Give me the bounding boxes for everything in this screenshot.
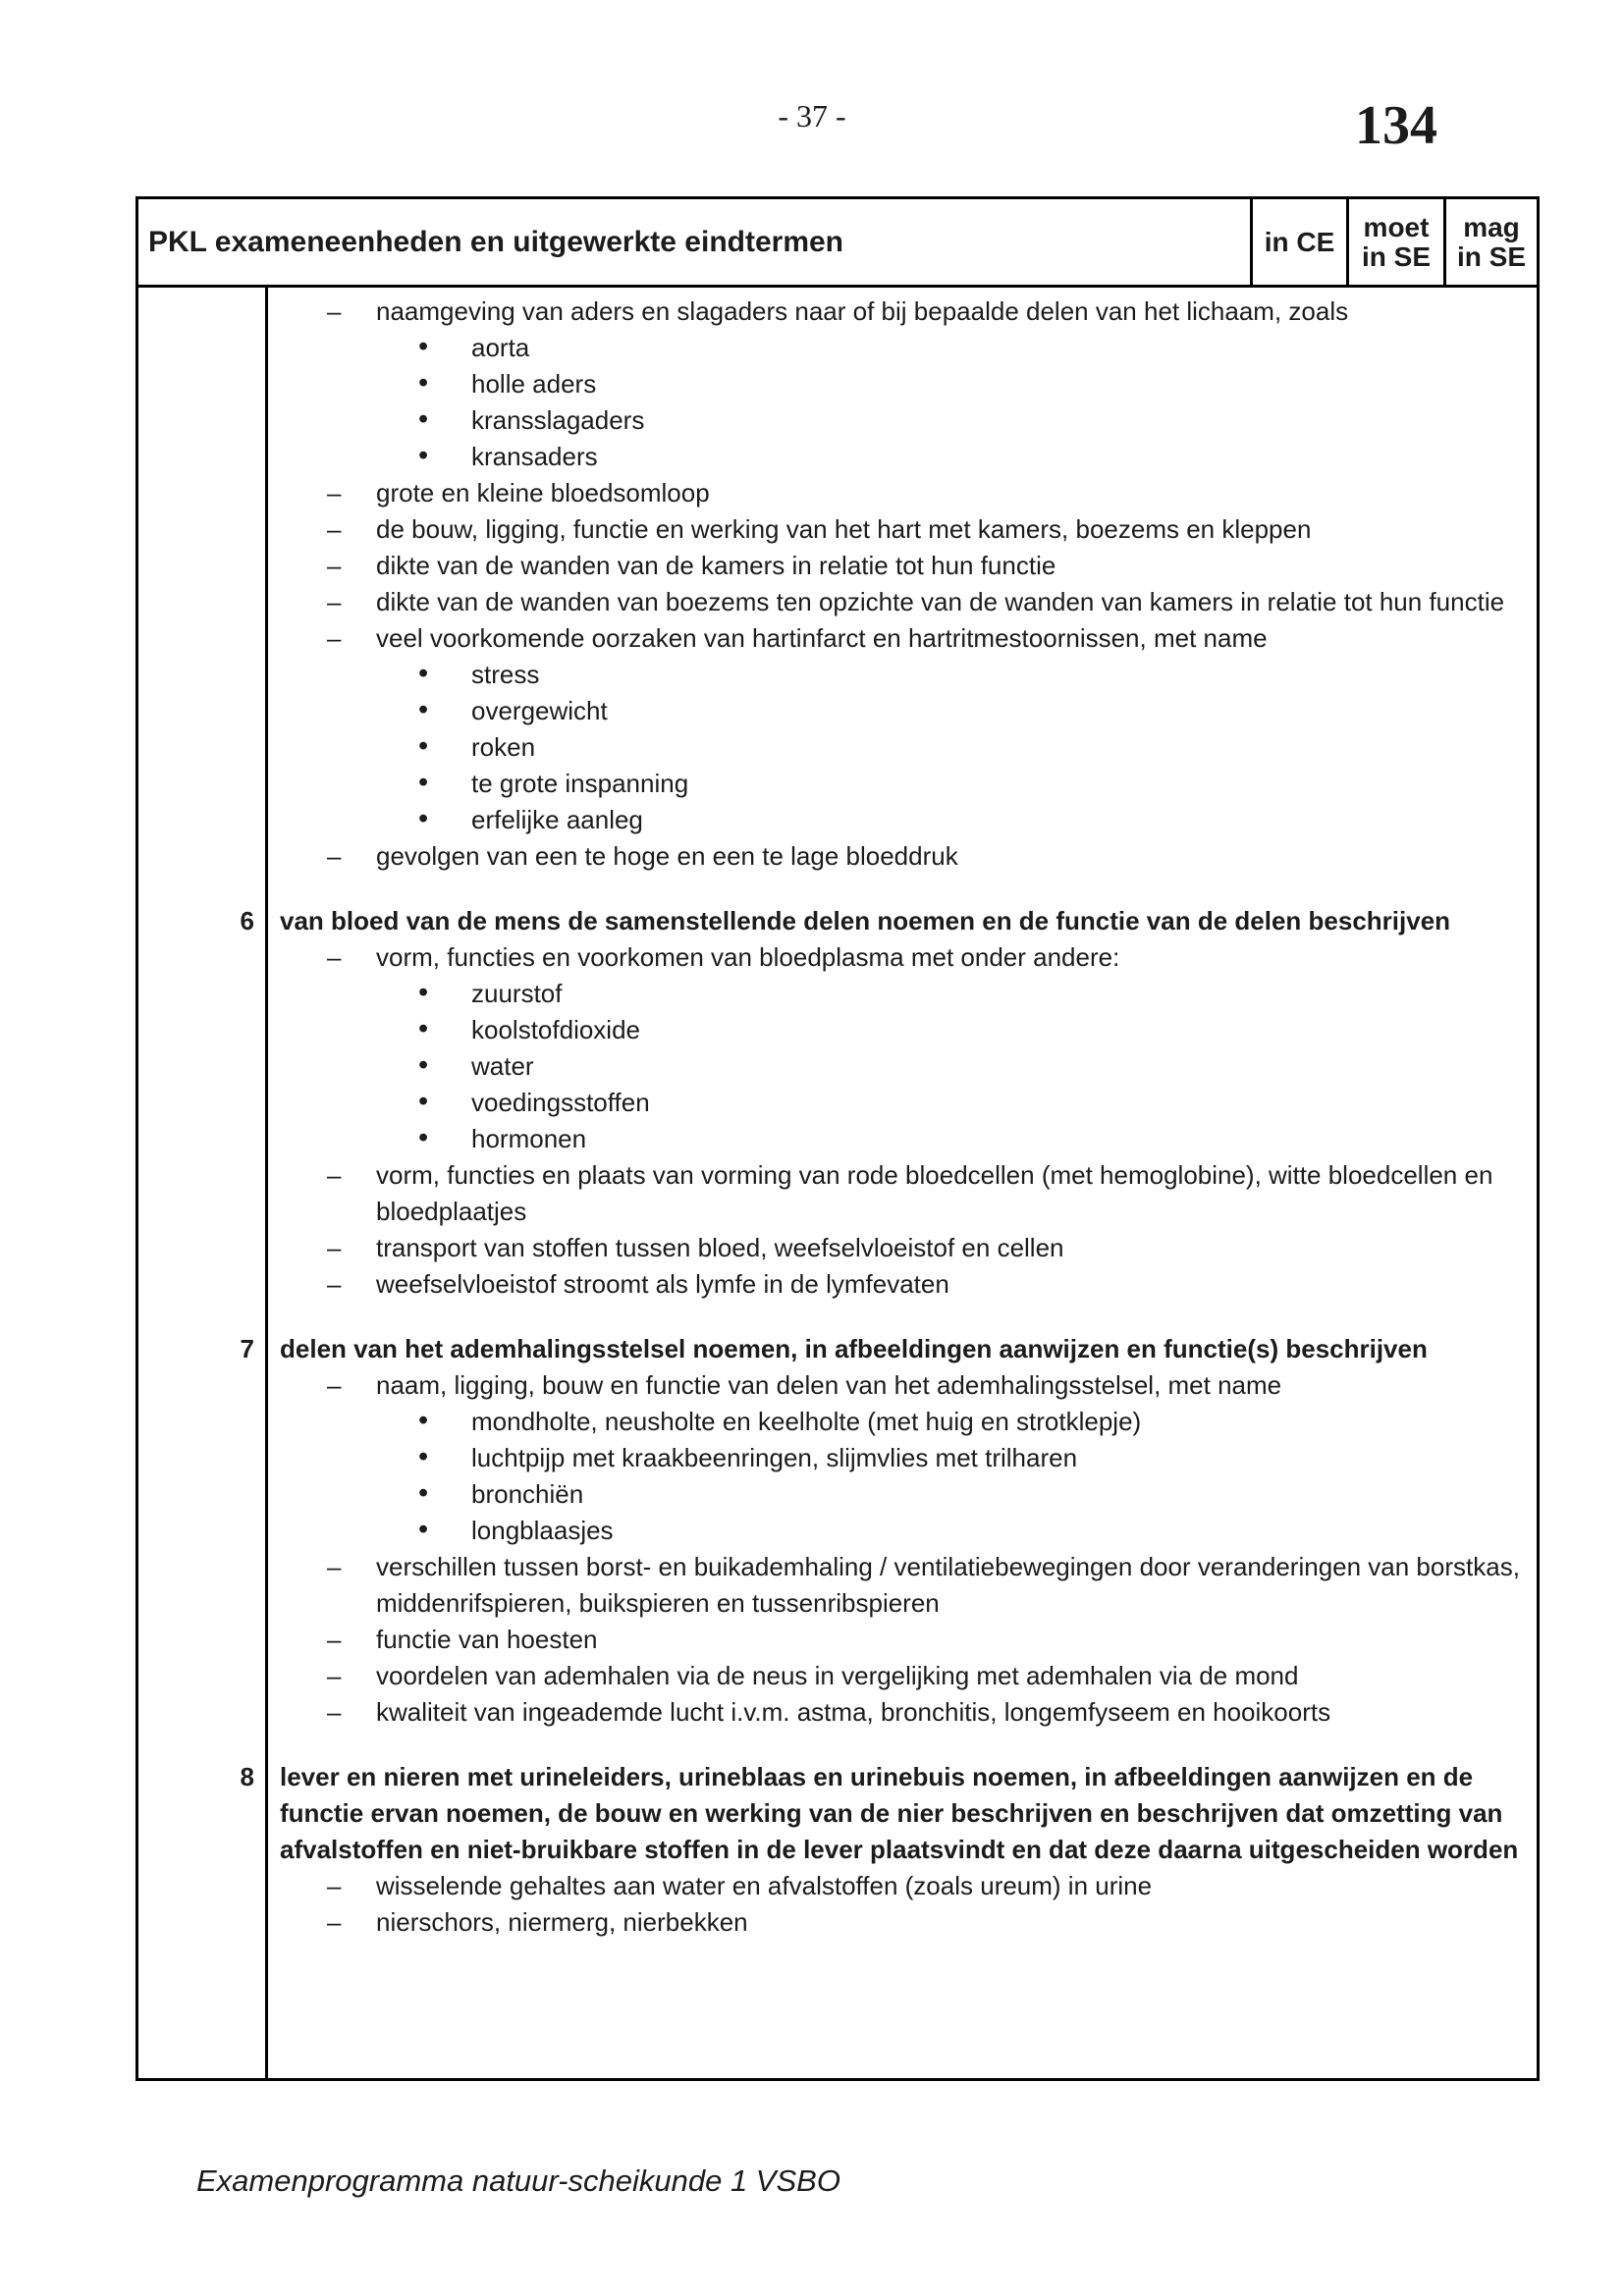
list-item-text: aorta [471, 333, 530, 362]
bullet-marker: • [418, 331, 429, 362]
list-item-text: te grote inspanning [471, 769, 689, 798]
dash-marker: – [327, 514, 342, 544]
bullet-marker: • [418, 694, 429, 725]
list-item [280, 1904, 1527, 1941]
list-item-text: voordelen van ademhalen via de neus in vergelijking met ademhalen via de mond [376, 1661, 1299, 1690]
list-item [280, 657, 1527, 693]
section-6 [240, 903, 1527, 1303]
list-item [280, 620, 1527, 657]
bullet-marker: • [418, 1514, 429, 1545]
dash-marker: – [327, 551, 342, 580]
column-header-mag-line2: in SE [1456, 240, 1526, 272]
list-item-text: weefselvloeistof stroomt als lymfe in de lymfevaten [376, 1269, 949, 1299]
list-item-text: dikte van de wanden van de kamers in relatie tot hun functie [376, 551, 1056, 580]
list-item [280, 1549, 1527, 1622]
table-title-cell: PKL exameneenheden en uitgewerkte eindtermen [148, 225, 844, 258]
bullet-marker: • [418, 1405, 429, 1436]
item-heading [240, 1759, 1527, 1868]
list-item [280, 1622, 1527, 1658]
dash-marker: – [327, 1269, 342, 1299]
list-item [280, 475, 1527, 511]
column-header-moet-in-se [1346, 199, 1443, 285]
list-item-text: bronchiën [471, 1479, 584, 1509]
list-item-text: naam, ligging, bouw en functie van delen van het ademhalingsstelsel, met name [376, 1370, 1282, 1400]
list-item-text: overgewicht [471, 696, 608, 725]
dash-marker: – [327, 1552, 342, 1581]
dash-marker: – [327, 1661, 342, 1690]
bullet-marker: • [418, 730, 429, 762]
bullet-marker: • [418, 977, 429, 1008]
list-item [280, 802, 1527, 838]
dash-marker: – [327, 1625, 342, 1654]
list-item [280, 1085, 1527, 1121]
list-item [280, 1157, 1527, 1230]
list-item-text: veel voorkomende oorzaken van hartinfarct en hartritmestoornissen, met name [376, 623, 1268, 653]
list-item [280, 838, 1527, 875]
column-header-moet-line1: moet [1363, 211, 1430, 242]
list-item [280, 1513, 1527, 1549]
bullet-marker: • [418, 367, 429, 399]
dash-marker: – [327, 1871, 342, 1900]
list-item-text: dikte van de wanden van boezems ten opzichte van de wanden van kamers in relatie tot hun functie [376, 587, 1505, 616]
column-header-mag-in-se [1443, 199, 1537, 285]
list-item-text: kransslagaders [471, 405, 645, 435]
bullet-marker: • [418, 1086, 429, 1117]
list-item-text: luchtpijp met kraakbeenringen, slijmvlies met trilharen [471, 1443, 1078, 1472]
bullet-marker: • [418, 1441, 429, 1472]
item-heading [240, 1331, 1527, 1367]
list-item-text: verschillen tussen borst- en buikademhaling / ventilatiebewegingen door veranderingen van borstkas, middenrifspieren, buikspieren en tussenribspieren [376, 1552, 1520, 1618]
list-item-text: gevolgen van een te hoge en een te lage bloeddruk [376, 841, 958, 871]
bullet-marker: • [418, 658, 429, 689]
list-item-text: grote en kleine bloedsomloop [376, 478, 710, 507]
list-item-text: transport van stoffen tussen bloed, weefselvloeistof en cellen [376, 1233, 1064, 1262]
footer-note: Examenprogramma natuur-scheikunde 1 VSBO [196, 2163, 840, 2198]
dash-marker: – [327, 841, 342, 871]
list-item [280, 693, 1527, 729]
bullet-marker: • [418, 403, 429, 435]
column-header-moet-line2: in SE [1361, 240, 1431, 272]
table-body-row [138, 288, 1537, 2078]
list-item [280, 1694, 1527, 1731]
list-item-text: stress [471, 660, 540, 689]
list-item [280, 1440, 1527, 1476]
column-header-in-ce [1250, 199, 1346, 285]
bullet-marker: • [418, 440, 429, 471]
list-item [280, 1868, 1527, 1904]
list-item [280, 1121, 1527, 1157]
column-header-in-ce-label: in CE [1264, 226, 1335, 257]
item-number-column [138, 288, 268, 2078]
dash-marker: – [327, 478, 342, 507]
list-item [280, 511, 1527, 548]
list-item [280, 1476, 1527, 1513]
list-item-text: hormonen [471, 1124, 587, 1153]
list-item-text: kwaliteit van ingeademde lucht i.v.m. astma, bronchitis, longemfyseem en hooikoorts [376, 1697, 1331, 1727]
list-item [280, 1048, 1527, 1085]
page-number: - 37 - [778, 98, 846, 133]
list-item [280, 366, 1527, 402]
bullet-marker: • [418, 1122, 429, 1153]
item-number: 8 [240, 1762, 254, 1791]
list-item [280, 939, 1527, 976]
dash-marker: – [327, 1160, 342, 1190]
list-item-text: de bouw, ligging, functie en werking van het hart met kamers, boezems en kleppen [376, 514, 1312, 544]
list-item-text: naamgeving van aders en slagaders naar of bij bepaalde delen van het lichaam, zoals [376, 296, 1349, 326]
dash-marker: – [327, 623, 342, 653]
dash-marker: – [327, 1370, 342, 1400]
list-item [280, 766, 1527, 802]
list-item-text: erfelijke aanleg [471, 805, 643, 834]
table-content-cell [240, 288, 1537, 2078]
bullet-marker: • [418, 1477, 429, 1509]
section-continuation [280, 294, 1527, 875]
list-item-text: vorm, functies en voorkomen van bloedplasma met onder andere: [376, 942, 1120, 972]
list-item [280, 402, 1527, 439]
section-8 [240, 1759, 1527, 1941]
item-heading [240, 903, 1527, 939]
list-item-text: roken [471, 732, 536, 762]
list-item [280, 548, 1527, 584]
list-item [280, 294, 1527, 330]
bullet-marker: • [418, 767, 429, 798]
item-number: 6 [240, 906, 254, 935]
item-number: 7 [240, 1334, 254, 1363]
list-item-text: water [471, 1051, 534, 1081]
list-item-text: koolstofdioxide [471, 1015, 640, 1044]
list-item-text: holle aders [471, 369, 597, 399]
list-item [280, 729, 1527, 766]
list-item-text: voedingsstoffen [471, 1088, 650, 1117]
list-item [280, 1367, 1527, 1404]
list-item [280, 439, 1527, 475]
list-item [280, 1266, 1527, 1303]
list-item-text: functie van hoesten [376, 1625, 598, 1654]
list-item [280, 584, 1527, 620]
bullet-marker: • [418, 1013, 429, 1044]
section-7 [240, 1331, 1527, 1731]
list-item-text: wisselende gehaltes aan water en afvalstoffen (zoals ureum) in urine [376, 1871, 1153, 1900]
list-item-text: vorm, functies en plaats van vorming van rode bloedcellen (met hemoglobine), witte bloedcellen en bloedplaatjes [376, 1160, 1493, 1226]
list-item [280, 1658, 1527, 1694]
column-header-mag-line1: mag [1463, 211, 1520, 242]
list-item-text: mondholte, neusholte en keelholte (met huig en strotklepje) [471, 1407, 1142, 1436]
dash-marker: – [327, 1907, 342, 1937]
list-item [280, 330, 1527, 366]
list-item [280, 1012, 1527, 1048]
list-item-text: kransaders [471, 442, 598, 471]
dash-marker: – [327, 587, 342, 616]
list-item [280, 1230, 1527, 1266]
item-heading-text: van bloed van de mens de samenstellende delen noemen en de functie van de delen beschrijven [280, 906, 1451, 935]
corner-page-number: 134 [1355, 95, 1437, 156]
bullet-marker: • [418, 1049, 429, 1081]
item-heading-text: delen van het ademhalingsstelsel noemen, in afbeeldingen aanwijzen en functie(s) beschrijven [280, 1334, 1428, 1363]
list-item-text: zuurstof [471, 979, 563, 1008]
bullet-marker: • [418, 803, 429, 834]
list-item [280, 976, 1527, 1012]
dash-marker: – [327, 1233, 342, 1262]
list-item-text: longblaasjes [471, 1516, 614, 1545]
dash-marker: – [327, 942, 342, 972]
item-heading-text: lever en nieren met urineleiders, urineblaas en urinebuis noemen, in afbeeldingen aanwijzen en de functie ervan noemen, de bouw en werking van de nier beschrijven en beschrijven dat omzetting van afvalstoffen en niet-bruikbare stoffen in de lever plaatsvindt en dat deze daarna uitgescheiden worden [280, 1762, 1519, 1864]
dash-marker: – [327, 296, 342, 326]
exam-terms-table [135, 196, 1540, 2081]
dash-marker: – [327, 1697, 342, 1727]
table-header-row [138, 199, 1537, 288]
list-item [280, 1404, 1527, 1440]
list-item-text: nierschors, niermerg, nierbekken [376, 1907, 748, 1937]
